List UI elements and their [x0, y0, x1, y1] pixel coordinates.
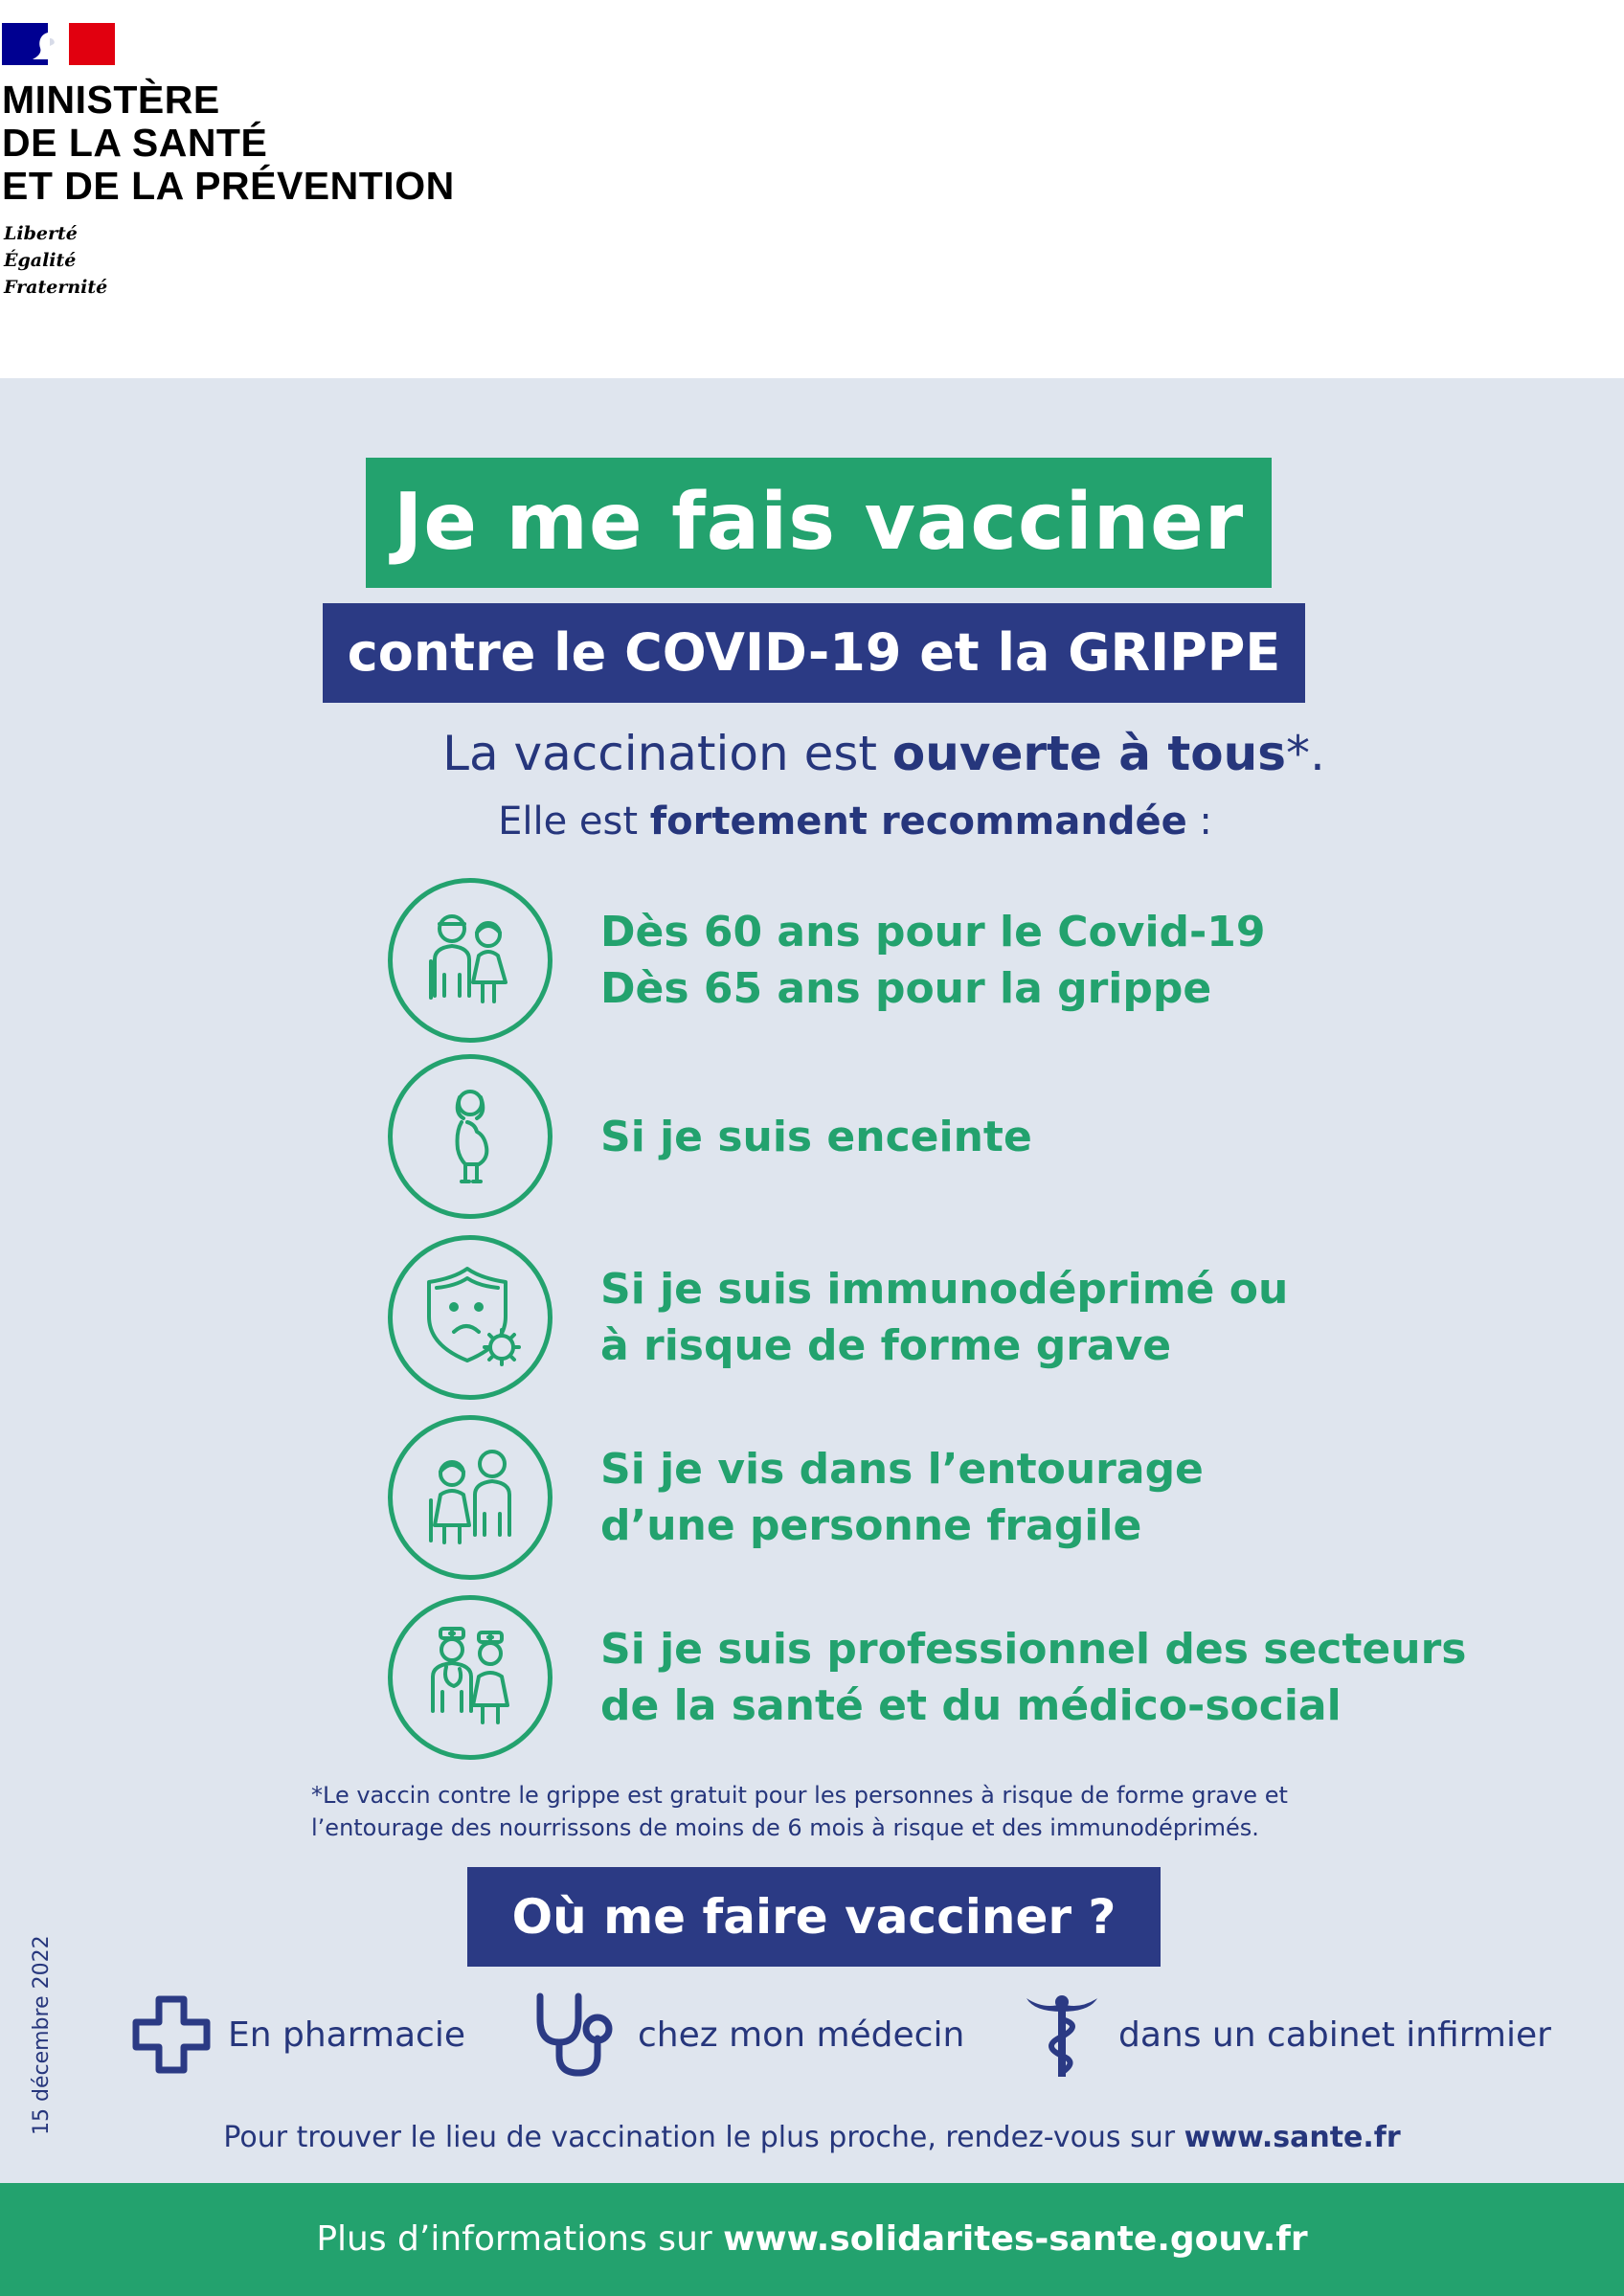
recommendation-line: Si je suis immunodéprimé ou: [600, 1265, 1289, 1314]
recommendation-item: [388, 1054, 1537, 1219]
recommendation-item: [388, 878, 1537, 1043]
recommendation-line: de la santé et du médico-social: [600, 1681, 1342, 1730]
recommendation-item: [388, 1415, 1537, 1580]
lead-text: Elle est: [498, 799, 650, 844]
shield-virus-icon: [388, 1235, 553, 1400]
location-label: En pharmacie: [228, 2015, 465, 2055]
health-professionals-icon: [388, 1595, 553, 1760]
lead-emphasis: ouverte à tous: [891, 726, 1286, 781]
lead-recommended: [0, 793, 1624, 850]
recommendation-text: [600, 1235, 1288, 1400]
republic-motto: [4, 220, 107, 301]
location-pharmacy: [132, 1992, 465, 2078]
pregnant-woman-icon: [388, 1054, 553, 1219]
ministry-header: [0, 0, 1624, 378]
ministry-line: ET DE LA PRÉVENTION: [2, 164, 455, 208]
lead-text: La vaccination est: [442, 726, 892, 781]
lead-text: *.: [1286, 726, 1325, 781]
recommendation-line: à risque de forme grave: [600, 1321, 1172, 1370]
publication-date: 15 décembre 2022: [30, 1935, 54, 2135]
ministry-line: DE LA SANTÉ: [2, 121, 268, 165]
lead-emphasis: fortement recommandée: [649, 799, 1187, 844]
sante-link[interactable]: www.sante.fr: [1184, 2121, 1401, 2154]
motto-line: Liberté: [4, 223, 78, 244]
motto-line: Égalité: [4, 250, 77, 271]
more-info-banner: [0, 2183, 1624, 2296]
recommendation-line: Si je suis professionnel des secteurs: [600, 1625, 1467, 1674]
marianne-flag-logo: [2, 23, 115, 65]
location-label: dans un cabinet infirmier: [1118, 2015, 1551, 2055]
ministry-line: MINISTÈRE: [2, 78, 220, 122]
recommendation-text: [600, 1054, 1032, 1219]
recommendation-text: [600, 878, 1266, 1043]
recommendation-line: d’une personne fragile: [600, 1501, 1142, 1550]
poster-title: Je me fais vacciner: [366, 458, 1272, 588]
recommendation-text: [600, 1595, 1466, 1760]
recommendation-line: Si je vis dans l’entourage: [600, 1445, 1204, 1494]
lead-text: :: [1186, 799, 1212, 844]
recommendation-line: Dès 60 ans pour le Covid-19: [600, 908, 1266, 957]
recommendation-item: [388, 1235, 1537, 1400]
find-location-text: [0, 2114, 1624, 2162]
footnote-line: *Le vaccin contre le grippe est gratuit pour les personnes à risque de forme grave et: [311, 1782, 1288, 1809]
footnote-line: l’entourage des nourrissons de moins de 6 mois à risque et des immunodéprimés.: [311, 1814, 1259, 1841]
poster-subtitle: contre le COVID-19 et la GRIPPE: [323, 603, 1305, 703]
location-label: chez mon médecin: [638, 2015, 965, 2055]
where-to-vaccinate-title: Où me faire vacciner ?: [467, 1867, 1161, 1967]
location-nurse: [1023, 1992, 1551, 2078]
stethoscope-icon: [532, 1991, 620, 2079]
elderly-couple-icon: [388, 878, 553, 1043]
recommendation-item: [388, 1595, 1537, 1760]
find-text: Pour trouver le lieu de vaccination le plus proche, rendez-vous sur: [223, 2121, 1184, 2154]
motto-line: Fraternité: [4, 277, 108, 298]
lead-open-to-all: [0, 720, 1624, 787]
family-entourage-icon: [388, 1415, 553, 1580]
location-doctor: [532, 1992, 964, 2078]
ministry-name: [2, 79, 455, 208]
recommendation-line: Si je suis enceinte: [600, 1112, 1032, 1161]
solidarites-sante-link[interactable]: www.solidarites-sante.gouv.fr: [723, 2219, 1308, 2259]
marianne-profile-icon: [31, 31, 69, 61]
caduceus-icon: [1023, 1991, 1101, 2079]
footnote: [311, 1779, 1365, 1844]
more-info-text: Plus d’informations sur: [316, 2219, 724, 2259]
pharmacy-cross-icon: [132, 1995, 211, 2074]
recommendation-text: [600, 1415, 1204, 1580]
recommendation-line: Dès 65 ans pour la grippe: [600, 964, 1212, 1013]
